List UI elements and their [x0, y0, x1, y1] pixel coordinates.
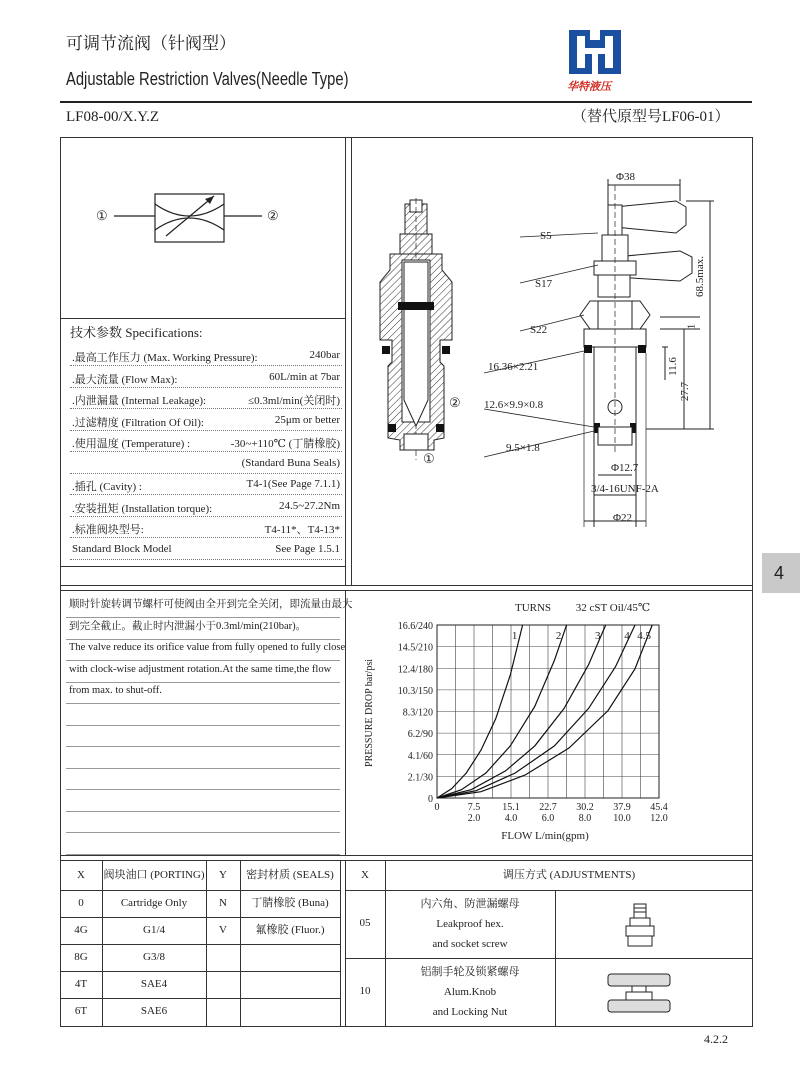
x-tick-label-lpm: 45.4 [650, 802, 668, 813]
x-tick-label-gpm: 6.0 [541, 813, 555, 824]
dim-s17: S17 [535, 278, 553, 290]
logo-text: 华特液压 [567, 81, 611, 93]
spec-label: .安装扭矩 (Installation torque): [72, 502, 213, 515]
description-rule [66, 682, 340, 683]
center-divider-a [345, 137, 346, 585]
y-tick-label: 14.5/210 [397, 642, 433, 654]
title-cn: 可调节流阀（针阀型） [66, 34, 236, 53]
spec-value: T4-11*、T4-13* [264, 524, 340, 536]
x-tick-label-lpm: 22.7 [539, 802, 557, 813]
adjust-desc-line: Leakproof hex. [436, 918, 504, 930]
symbol-port-1: ① [96, 208, 108, 223]
y-tick-label: 2.1/30 [407, 772, 433, 784]
y-tick-label: 12.4/180 [397, 664, 433, 676]
y-tick-label: 6.2/90 [407, 729, 433, 741]
spec-value: (Standard Buna Seals) [241, 456, 340, 469]
cartridge-section-view [360, 190, 470, 470]
spec-label: .标准阀块型号: [72, 524, 144, 536]
spec-row [70, 496, 342, 517]
dim-11-6: 11.6 [666, 357, 679, 376]
dim-s22: S22 [530, 324, 548, 336]
description-rule [66, 746, 340, 747]
pressure-flow-chart [355, 595, 745, 850]
x-tick-label-gpm: 8.0 [578, 813, 592, 824]
seal-code: V [219, 924, 227, 936]
spec-label: Standard Block Model [72, 542, 172, 555]
adjust-desc-line: and Locking Nut [432, 1006, 508, 1018]
adjust-code: 10 [359, 985, 371, 997]
spec-row [70, 410, 342, 431]
spec-label: .内泄漏量 (Internal Leakage): [72, 395, 207, 407]
cartridge-outline-drawing [480, 165, 740, 535]
chart-canvas [355, 595, 745, 850]
series-label: 4 [624, 630, 630, 642]
symbol-port-2: ② [267, 208, 279, 223]
adjust-code: 05 [359, 917, 371, 929]
spec-row [70, 367, 342, 388]
y-tick-label: 16.6/240 [397, 621, 433, 632]
dim-d12-7: Φ12.7 [611, 462, 639, 474]
header-rule [60, 101, 752, 103]
y-tick-label: 0 [428, 794, 433, 805]
col-header-porting: 阀块油口 (PORTING) [103, 869, 205, 881]
x-tick-label-lpm: 7.5 [467, 802, 481, 813]
page-number: 4.2.2 [704, 1032, 728, 1046]
col-header-y: Y [219, 869, 227, 881]
spec-label: .使用温度 (Temperature) : [72, 438, 191, 450]
description-line: The valve reduce its orifice value from fully opened to fully close [69, 642, 346, 653]
description-rule [66, 660, 340, 661]
spec-row [70, 388, 342, 409]
series-label: 3 [594, 630, 601, 642]
description-rule [66, 832, 340, 833]
spec-value: 25μm or better [274, 413, 340, 426]
adjust-desc-line: and socket screw [432, 938, 508, 950]
dim-27-7: 27.7 [679, 381, 692, 402]
porting-code: 4G [74, 924, 88, 936]
dim-thread: 3/4-16UNF-2A [591, 483, 659, 495]
porting-code: 6T [74, 1005, 88, 1017]
adjust-desc-line: 铝制手轮及锁紧螺母 [420, 966, 520, 978]
description-line: 顺时针旋转调节螺杆可使阀由全开到完全关闭，即流量由最大 [69, 599, 353, 610]
spec-label: .过滤精度 (Filtration Of Oil): [72, 416, 204, 429]
spec-row [70, 517, 342, 538]
chart-subtitle: 32 cST Oil/45℃ [575, 602, 651, 614]
description-rule [66, 854, 340, 855]
spec-row [70, 431, 342, 452]
description-rule [66, 768, 340, 769]
section-port-2: ② [449, 395, 461, 410]
spec-row [70, 539, 342, 560]
spec-row [70, 453, 342, 474]
x-tick-label-gpm: 12.0 [650, 813, 668, 824]
dim-oring3: 9.5×1.8 [506, 442, 540, 454]
y-tick-label: 10.3/150 [397, 685, 433, 697]
porting-code: 0 [78, 897, 84, 909]
dim-d22: Φ22 [613, 512, 633, 524]
description-rule [66, 725, 340, 726]
x-tick-label-gpm: 4.0 [504, 813, 518, 824]
leakproof-hex-icon [620, 902, 660, 950]
porting-code: 4T [74, 978, 88, 990]
chapter-tab [762, 553, 800, 593]
spec-value: 24.5~27.2Nm [279, 499, 340, 512]
title-en: Adjustable Restriction Valves(Needle Type) [66, 69, 349, 89]
aluminium-knob-icon [604, 968, 674, 1018]
porting-desc: SAE6 [140, 1005, 168, 1017]
x-tick-label-gpm: 10.0 [613, 813, 631, 824]
dim-d38: Φ38 [616, 171, 636, 183]
description-rule [66, 617, 340, 618]
x-tick-label-lpm: 30.2 [576, 802, 594, 813]
dim-s5: S5 [540, 230, 552, 242]
company-logo [563, 26, 627, 98]
adjust-desc-line: Alum.Knob [443, 986, 497, 998]
spec-heading: 技术参数 Specifications: [70, 325, 203, 340]
spec-value: ≤0.3ml/min(关闭时) [248, 395, 340, 407]
adjust-desc-line: 内六角、防泄漏螺母 [420, 898, 520, 910]
description-rule [66, 789, 340, 790]
model-number: LF08-00/X.Y.Z [66, 109, 160, 125]
seal-desc: 氟橡胶 (Fluor.) [255, 924, 325, 936]
spec-value: -30~+110℃ (丁腈橡胶) [230, 438, 340, 450]
chapter-tab-number: 4 [774, 563, 785, 583]
x-tick-label-lpm: 15.1 [502, 802, 520, 813]
replacement-model: （替代原型号LF06-01） [572, 109, 730, 125]
chart-title: TURNS [514, 602, 552, 614]
description-rule [66, 811, 340, 812]
y-axis-label: PRESSURE DROP bar/psi [364, 659, 375, 767]
y-tick-label: 8.3/120 [402, 707, 433, 719]
spec-value: 60L/min at 7bar [269, 370, 340, 383]
spec-row [70, 345, 342, 366]
spec-label: .最高工作压力 (Max. Working Pressure): [72, 352, 258, 364]
description-line: from max. to shut-off. [69, 685, 162, 696]
dim-oring1: 16.36×2.21 [488, 361, 539, 373]
description-line: 到完全截止。截止时内泄漏小于0.3ml/min(210bar)。 [69, 620, 307, 632]
porting-desc: Cartridge Only [120, 897, 188, 909]
description-rule [66, 639, 340, 640]
description-line: with clock-wise adjustment rotation.At the same time,the flow [69, 663, 332, 675]
section-divider-a [60, 585, 753, 586]
series-label: 2 [555, 630, 562, 642]
spec-bottom-rule [60, 566, 345, 567]
table-top-a [60, 855, 753, 856]
y-tick-label: 4.1/60 [407, 750, 433, 762]
col-header-seals: 密封材质 (SEALS) [246, 869, 334, 881]
seal-desc: 丁腈橡胶 (Buna) [251, 897, 329, 909]
spec-top-rule [60, 318, 345, 319]
dim-1: 1 [685, 323, 698, 330]
ordering-table [60, 860, 753, 1027]
x-axis-label: FLOW L/min(gpm) [501, 830, 589, 842]
section-divider-b [60, 590, 753, 591]
description-rule [66, 703, 340, 704]
series-label: 1 [511, 630, 518, 642]
spec-value: See Page 1.5.1 [275, 542, 340, 555]
porting-code: 8G [74, 951, 88, 963]
series-label: 4.5 [637, 630, 652, 642]
seal-code: N [219, 897, 227, 909]
center-divider-b [351, 137, 352, 585]
spec-value: 240bar [309, 349, 340, 361]
x-tick-label-gpm: 2.0 [467, 813, 481, 824]
spec-row [70, 474, 342, 495]
hydraulic-symbol [90, 180, 290, 260]
section-port-1: ① [423, 451, 435, 466]
x-tick-label-lpm: 0 [434, 802, 440, 813]
porting-desc: G1/4 [143, 924, 165, 936]
spec-label: .最大流量 (Flow Max): [72, 373, 178, 386]
col-header-x: X [77, 869, 85, 881]
col-header-adjustments: 调压方式 (ADJUSTMENTS) [502, 869, 636, 881]
x-tick-label-lpm: 37.9 [613, 802, 631, 813]
chart-divider [345, 590, 346, 855]
col-header-x2: X [361, 869, 369, 881]
dim-68-5: 68.5max. [693, 256, 706, 297]
porting-desc: SAE4 [140, 978, 168, 990]
porting-desc: G3/8 [143, 951, 165, 963]
spec-label: .插孔 (Cavity) : [72, 481, 142, 493]
dim-oring2: 12.6×9.9×0.8 [484, 399, 544, 411]
spec-value: T4-1(See Page 7.1.1) [246, 478, 340, 490]
